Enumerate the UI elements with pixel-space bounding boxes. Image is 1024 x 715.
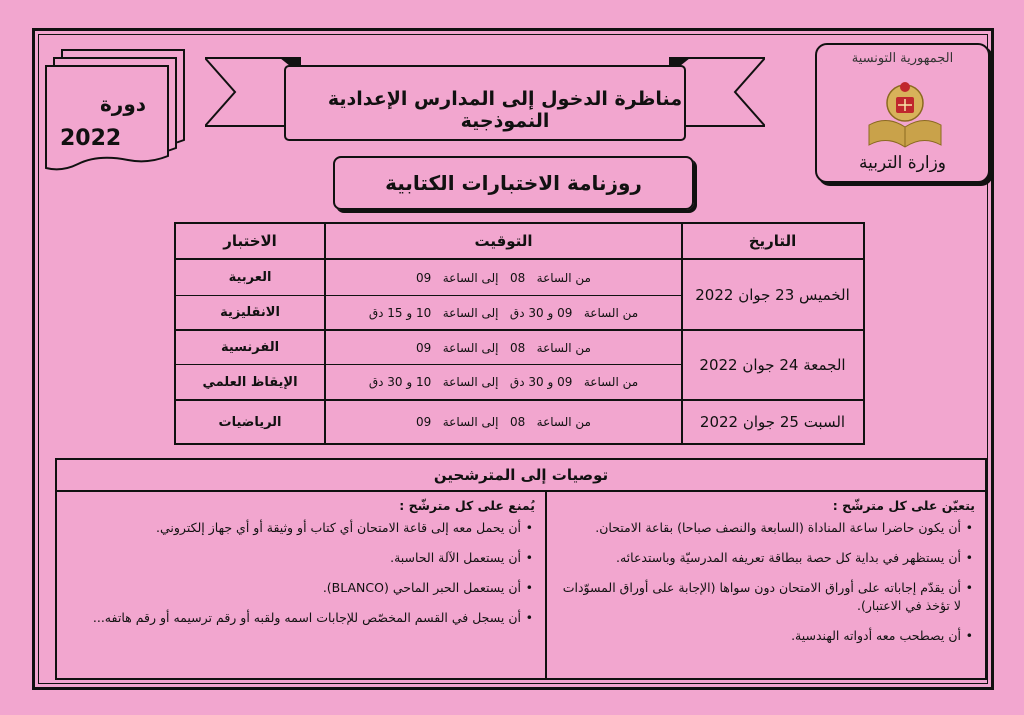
exam-date: السبت 25 جوان 2022 — [699, 413, 846, 431]
exam-time: من الساعة 08 إلى الساعة 09 — [416, 340, 591, 355]
exam-subject: الفرنسية — [220, 340, 280, 355]
schedule-table — [174, 222, 865, 445]
list-item: • أن يستعمل الآلة الحاسبة. — [69, 549, 521, 567]
exam-date: الجمعة 24 جوان 2022 — [699, 356, 846, 374]
exam-time: من الساعة 09 و 30 دق إلى الساعة 10 و 15 دق — [368, 305, 639, 320]
exam-subject: الرياضيات — [218, 414, 282, 430]
exam-subject: الانقليزية — [220, 305, 280, 320]
list-item: • أن يحمل معه إلى قاعة الامتحان أي كتاب أو وثيقة أو أي جهاز إلكتروني. — [69, 519, 521, 537]
exam-time: من الساعة 09 و 30 دق إلى الساعة 10 و 30 دق — [368, 375, 639, 389]
exam-date: الخميس 23 جوان 2022 — [695, 285, 850, 304]
session-year: 2022 — [60, 126, 122, 151]
required-heading: يتعيّن على كل مترشّح : — [832, 498, 975, 513]
header-date: التاريخ — [748, 232, 797, 250]
list-item: • أن يستظهر في بداية كل حصة ببطاقة تعريفه المدرسيّة وباستدعائه. — [557, 549, 961, 567]
list-item: • أن يقدّم إجاباته على أوراق الامتحان دون سواها (الإجابة على أوراق المسوّدات لا تؤخذ في الاعتبار). — [557, 579, 961, 615]
ministry-name: وزارة التربية — [858, 153, 947, 173]
list-item: • أن يصطحب معه أدواته الهندسية. — [557, 627, 961, 645]
list-item: • أن يكون حاضرا ساعة المناداة (السابعة والنصف صباحا) بقاعة الامتحان. — [557, 519, 961, 537]
forbidden-heading: يُمنع على كل مترشّح : — [399, 498, 535, 513]
recommendations-box — [55, 458, 987, 680]
schedule-subtitle: روزنامة الاختبارات الكتابية — [333, 156, 694, 210]
header-exam: الاختبار — [223, 232, 277, 250]
exam-time: من الساعة 08 إلى الساعة 09 — [416, 270, 591, 285]
required-column — [545, 490, 985, 678]
header-time: التوقيت — [474, 232, 533, 250]
exam-subject: الإيقاظ العلمي — [202, 374, 298, 390]
recommendations-title: توصيات إلى المترشحين — [57, 460, 985, 492]
exam-time: من الساعة 08 إلى الساعة 09 — [416, 415, 591, 429]
page-title: مناظرة الدخول إلى المدارس الإعدادية النموذجية — [327, 88, 683, 132]
ministry-emblem-icon — [865, 75, 945, 157]
session-badge — [44, 48, 194, 202]
list-item: • أن يستعمل الحبر الماحي (BLANCO). — [69, 579, 521, 597]
ministry-logo-box — [815, 43, 990, 183]
exam-subject: العربية — [228, 270, 272, 285]
republic-label: الجمهورية التونسية — [851, 51, 954, 66]
list-item: • أن يسجل في القسم المخصّص للإجابات اسمه ولقبه أو رقم ترسيمه أو رقم هاتفه... — [69, 609, 521, 627]
forbidden-column — [57, 490, 547, 678]
session-label: دورة — [100, 92, 147, 116]
